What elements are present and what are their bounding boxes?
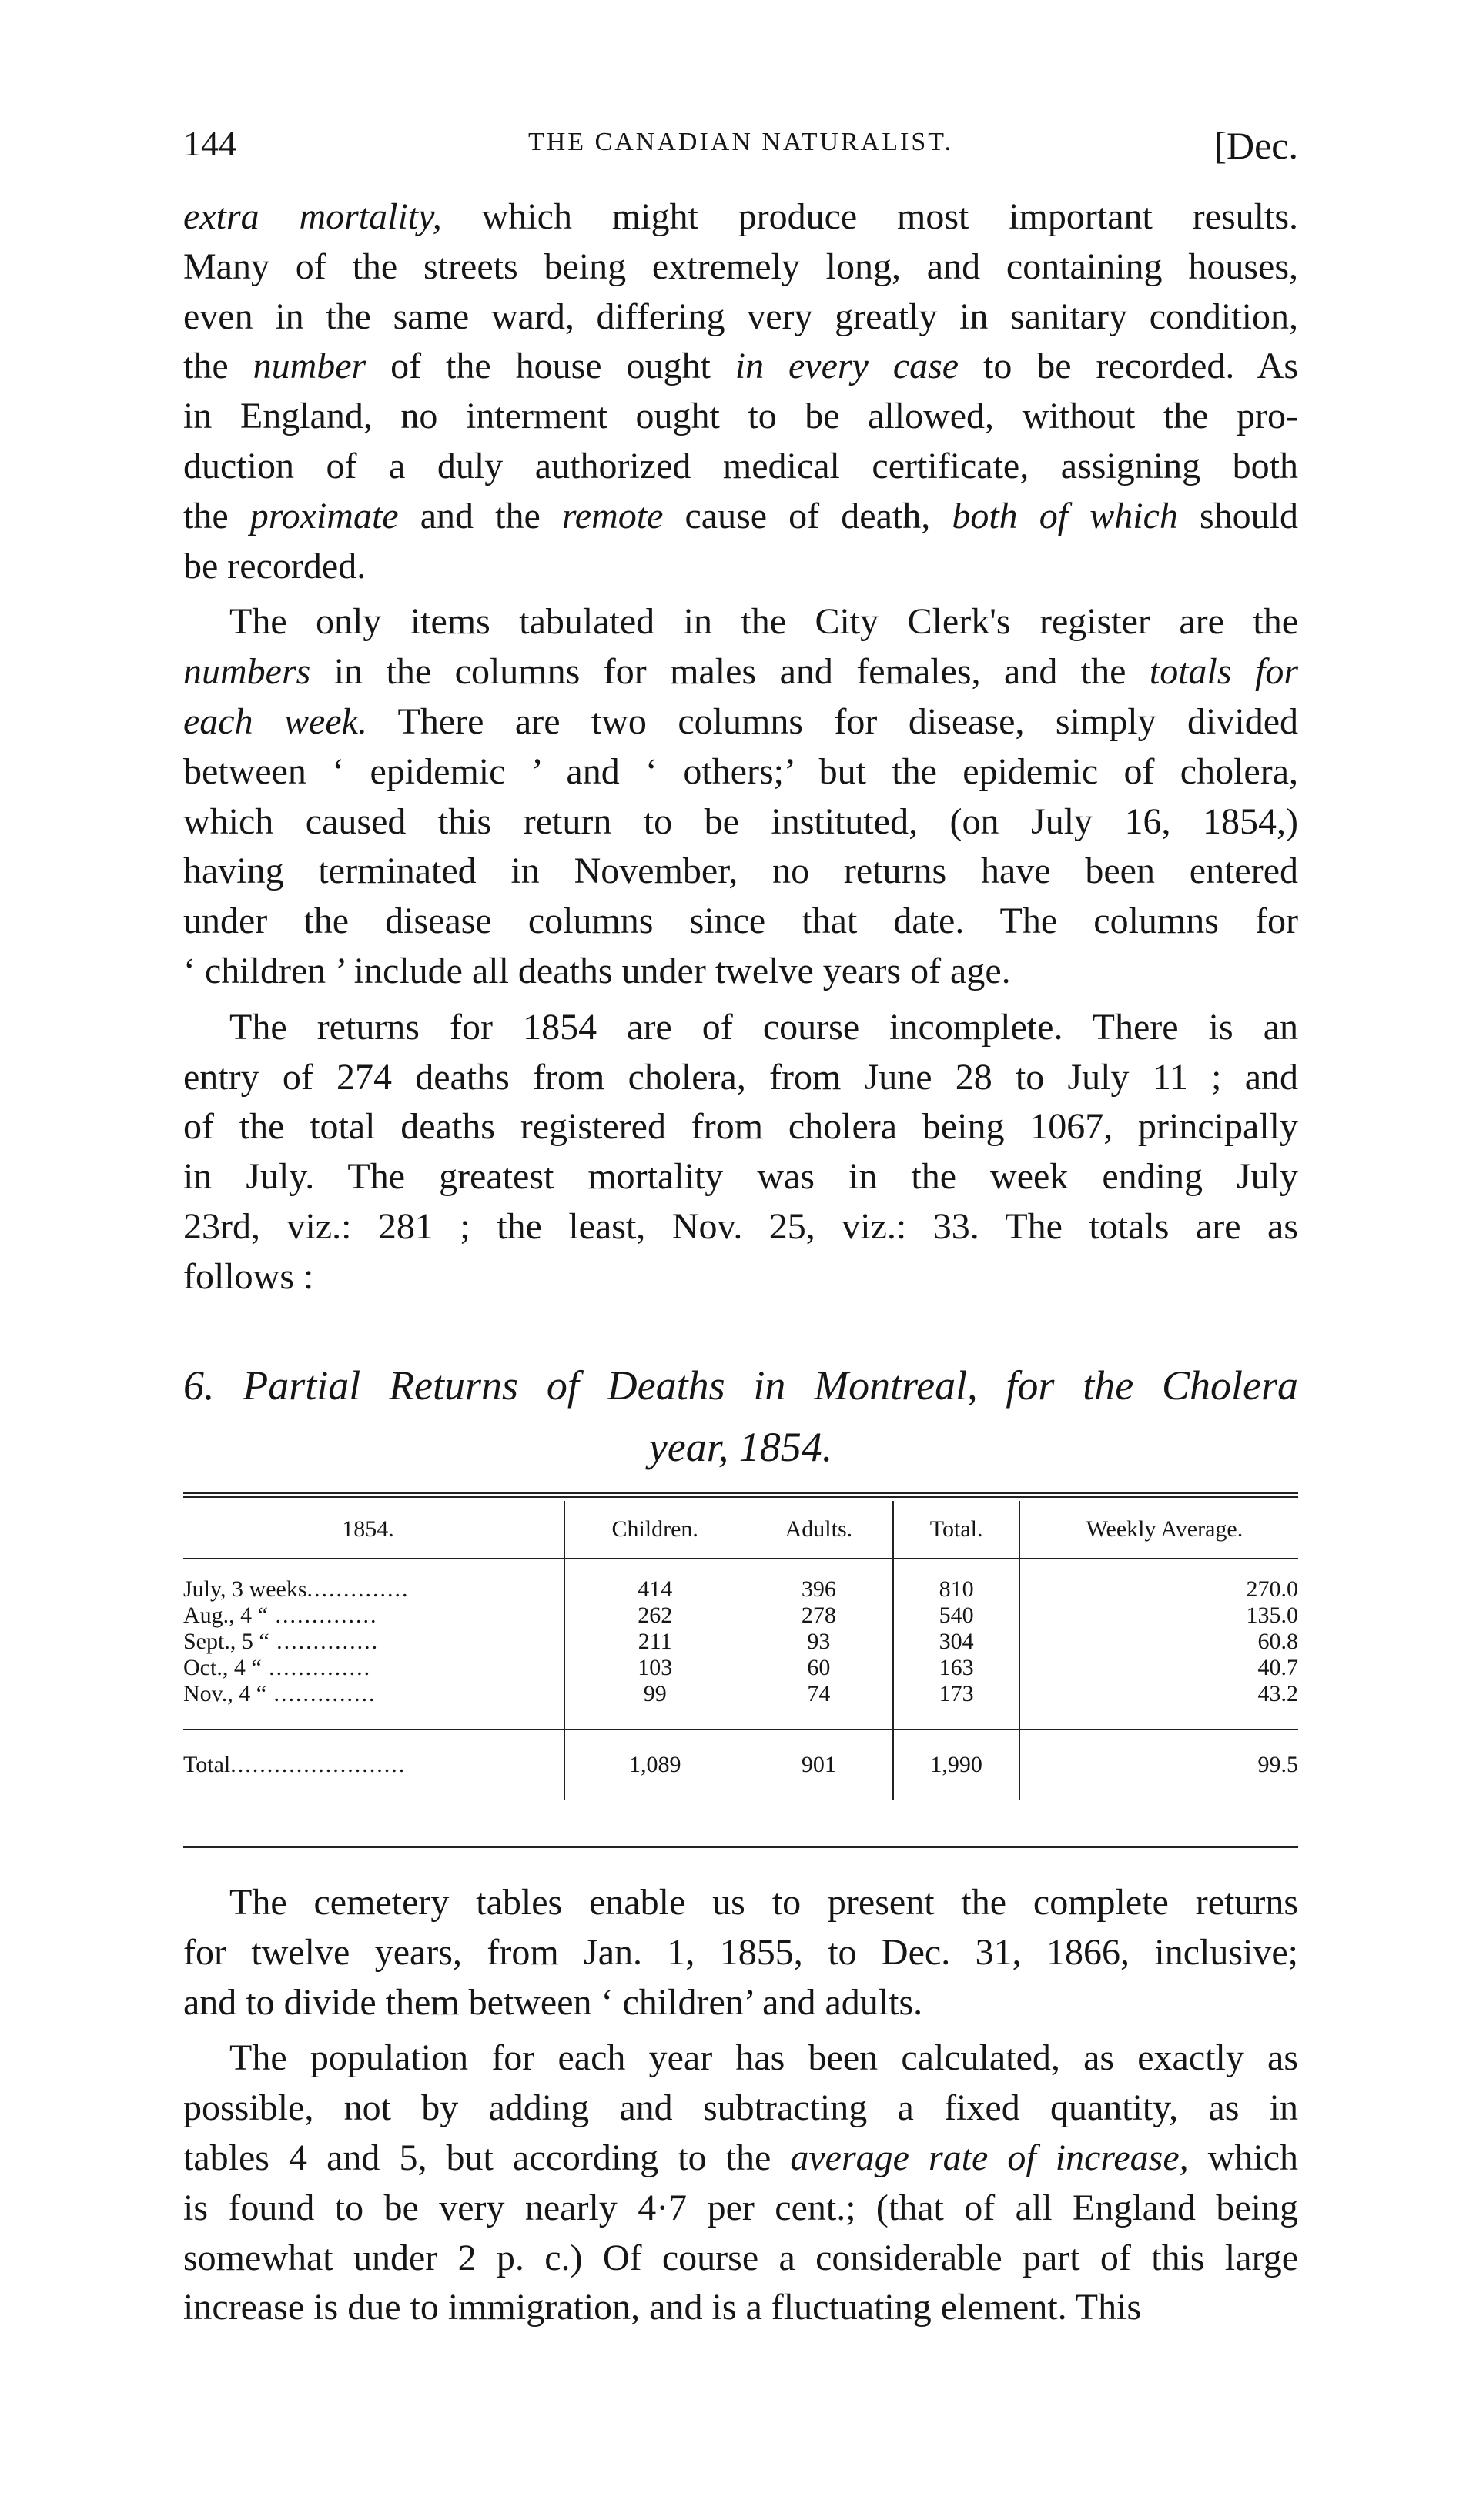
row-adults: 60 xyxy=(807,1655,831,1680)
text-line xyxy=(183,2184,1298,2234)
text-run: and the xyxy=(398,495,562,536)
text-line xyxy=(183,542,1298,592)
table-row xyxy=(183,1603,1298,1629)
header-weekly-average: Weekly Average. xyxy=(1019,1501,1298,1559)
text-line xyxy=(183,1102,1298,1152)
text-line xyxy=(183,1978,1298,2028)
row-period: July, 3 weeks.............. xyxy=(183,1576,410,1602)
text-run: and to divide them between ‘ children’ and adults. xyxy=(183,1981,923,2023)
paragraph xyxy=(183,597,1298,996)
text-run: of the house ought xyxy=(366,346,735,387)
table-row xyxy=(183,1681,1298,1730)
text-run: entry of 274 deaths from cholera, from June 28 to July 11 ; and xyxy=(183,1056,1298,1098)
text-line xyxy=(183,2034,1298,2084)
row-average: 60.8 xyxy=(1019,1629,1298,1655)
text-line xyxy=(183,1878,1298,1928)
text-run: There are two columns for disease, simply divided xyxy=(366,700,1298,742)
text-run: having terminated in November, no returns have been entered xyxy=(183,851,1298,892)
text-run: for twelve years, from Jan. 1, 1855, to Dec. 31, 1866, inclusive; xyxy=(183,1931,1298,1973)
row-period: Oct., 4 “ .............. xyxy=(183,1655,372,1680)
row-average: 40.7 xyxy=(1019,1655,1298,1681)
row-children: 99 xyxy=(564,1681,745,1730)
italic-text: proximate xyxy=(249,495,399,536)
italic-text: remote xyxy=(561,495,664,536)
running-title: THE CANADIAN NATURALIST. xyxy=(527,128,954,156)
row-adults: 74 xyxy=(807,1681,831,1706)
row-period: Sept., 5 “ .............. xyxy=(183,1629,380,1654)
text-line xyxy=(183,392,1298,442)
text-line xyxy=(183,747,1298,797)
text-run: be recorded. xyxy=(183,545,366,587)
text-run: 23rd, viz.: 281 ; the least, Nov. 25, viz.: 33. The totals are as xyxy=(183,1205,1298,1247)
text-run: possible, not by adding and subtracting a fixed quantity, as in xyxy=(183,2087,1298,2129)
text-run: the xyxy=(183,495,250,536)
text-line xyxy=(183,1202,1298,1252)
page-number: 144 xyxy=(183,124,236,163)
row-total: 163 xyxy=(893,1655,1019,1681)
header-adults: Adults. xyxy=(745,1501,893,1559)
italic-text: numbers xyxy=(183,651,311,693)
text-line xyxy=(183,2283,1298,2333)
paragraph xyxy=(183,1878,1298,2027)
text-run: The population for each year has been calculated, as exactly as xyxy=(229,2037,1298,2079)
text-line xyxy=(183,597,1298,647)
paragraph xyxy=(183,192,1298,591)
text-line xyxy=(183,1152,1298,1202)
text-line xyxy=(183,442,1298,492)
table-row xyxy=(183,1559,1298,1603)
running-header xyxy=(183,123,1298,169)
text-line xyxy=(183,2134,1298,2184)
text-run: which xyxy=(1188,2137,1298,2178)
row-average: 270.0 xyxy=(1019,1559,1298,1603)
row-children: 414 xyxy=(564,1559,745,1603)
text-line xyxy=(183,947,1298,997)
text-line xyxy=(183,292,1298,343)
row-total: 173 xyxy=(893,1681,1019,1730)
row-children: 103 xyxy=(564,1655,745,1681)
text-run: cause of death, xyxy=(663,495,952,536)
table-top-rule-inner xyxy=(183,1496,1298,1498)
row-period: Nov., 4 “ .............. xyxy=(183,1681,377,1706)
text-line xyxy=(183,192,1298,242)
italic-text: extra mortality, xyxy=(183,196,442,237)
total-adults: 901 xyxy=(745,1730,893,1800)
italic-text: in every case xyxy=(735,346,959,387)
text-run: in the columns for males and females, and the xyxy=(310,651,1150,693)
table-top-rule xyxy=(183,1492,1298,1494)
caption-line-2: year, 1854. xyxy=(648,1424,833,1470)
row-total: 304 xyxy=(893,1629,1019,1655)
text-run: The cemetery tables enable us to present the complete returns xyxy=(229,1882,1298,1923)
row-total: 810 xyxy=(893,1559,1019,1603)
row-children: 262 xyxy=(564,1603,745,1629)
text-run: The returns for 1854 are of course incomplete. There is an xyxy=(229,1006,1298,1048)
row-total: 540 xyxy=(893,1603,1019,1629)
text-run: tables 4 and 5, but according to the xyxy=(183,2137,791,2178)
table-row xyxy=(183,1655,1298,1681)
text-run: which might produce most important results. xyxy=(441,196,1299,237)
text-line xyxy=(183,1003,1298,1053)
table-bottom-rule xyxy=(183,1846,1298,1848)
row-adults: 278 xyxy=(801,1603,836,1628)
text-run: is found to be very nearly 4·7 per cent.; (that of all England being xyxy=(183,2187,1298,2228)
table-header-row xyxy=(183,1501,1298,1559)
caption-line-1: 6. Partial Returns of Deaths in Montreal, for the Cholera xyxy=(183,1362,1298,1409)
row-average: 43.2 xyxy=(1019,1681,1298,1730)
deaths-table xyxy=(183,1501,1298,1800)
italic-text: number xyxy=(253,346,366,387)
text-line xyxy=(183,492,1298,542)
text-run: in July. The greatest mortality was in the week ending July xyxy=(183,1156,1298,1198)
text-run: The only items tabulated in the City Clerk's register are the xyxy=(229,601,1298,643)
header-period: 1854. xyxy=(183,1501,564,1559)
row-period: Aug., 4 “ .............. xyxy=(183,1603,378,1628)
paragraph xyxy=(183,2034,1298,2333)
running-date: [Dec. xyxy=(1213,124,1298,167)
text-line xyxy=(183,342,1298,392)
italic-text: both of which xyxy=(952,495,1178,536)
header-total: Total. xyxy=(893,1501,1019,1559)
text-run: somewhat under 2 p. c.) Of course a considerable part of this large xyxy=(183,2237,1298,2278)
text-run: the xyxy=(183,346,253,387)
text-run: duction of a duly authorized medical certificate, assigning both xyxy=(183,445,1298,486)
text-line xyxy=(183,847,1298,897)
text-run: in England, no interment ought to be allowed, without the pro- xyxy=(183,396,1298,437)
text-run: of the total deaths registered from cholera being 1067, principally xyxy=(183,1106,1298,1148)
text-line xyxy=(183,242,1298,292)
paragraph xyxy=(183,1003,1298,1302)
total-total: 1,990 xyxy=(893,1730,1019,1800)
total-children: 1,089 xyxy=(564,1730,745,1800)
text-run: even in the same ward, differing very greatly in sanitary condition, xyxy=(183,296,1298,337)
text-run: which caused this return to be instituted, (on July 16, 1854,) xyxy=(183,800,1298,842)
text-line xyxy=(183,2084,1298,2134)
text-run: should xyxy=(1177,495,1298,536)
row-adults: 93 xyxy=(807,1629,831,1654)
text-run: under the disease columns since that date. The columns for xyxy=(183,901,1298,942)
text-line xyxy=(183,647,1298,697)
row-average: 135.0 xyxy=(1019,1603,1298,1629)
total-average: 99.5 xyxy=(1019,1730,1298,1800)
text-run: ‘ children ’ include all deaths under twelve years of age. xyxy=(183,950,1011,991)
table-row xyxy=(183,1629,1298,1655)
table-caption xyxy=(183,1355,1298,1478)
text-line xyxy=(183,697,1298,747)
italic-text: average rate of increase, xyxy=(790,2137,1189,2178)
text-run: increase is due to immigration, and is a fluctuating element. This xyxy=(183,2287,1142,2328)
row-children: 211 xyxy=(564,1629,745,1655)
text-line xyxy=(183,2234,1298,2284)
total-label: Total........................ xyxy=(183,1730,564,1800)
text-line xyxy=(183,897,1298,947)
italic-text: totals for xyxy=(1149,651,1299,693)
text-run: to be recorded. As xyxy=(959,346,1298,387)
header-children: Children. xyxy=(564,1501,745,1559)
upper-text-block xyxy=(183,192,1298,1302)
lower-text-block xyxy=(183,1878,1298,2333)
text-run: follows : xyxy=(183,1255,314,1297)
italic-text: each week. xyxy=(183,700,367,742)
text-line xyxy=(183,797,1298,847)
text-line xyxy=(183,1252,1298,1302)
text-line xyxy=(183,1053,1298,1103)
table-total-row xyxy=(183,1730,1298,1800)
row-adults: 396 xyxy=(801,1576,836,1602)
text-run: Many of the streets being extremely long, and containing houses, xyxy=(183,246,1298,287)
text-run: between ‘ epidemic ’ and ‘ others;’ but the epidemic of cholera, xyxy=(183,750,1298,792)
text-line xyxy=(183,1928,1298,1978)
